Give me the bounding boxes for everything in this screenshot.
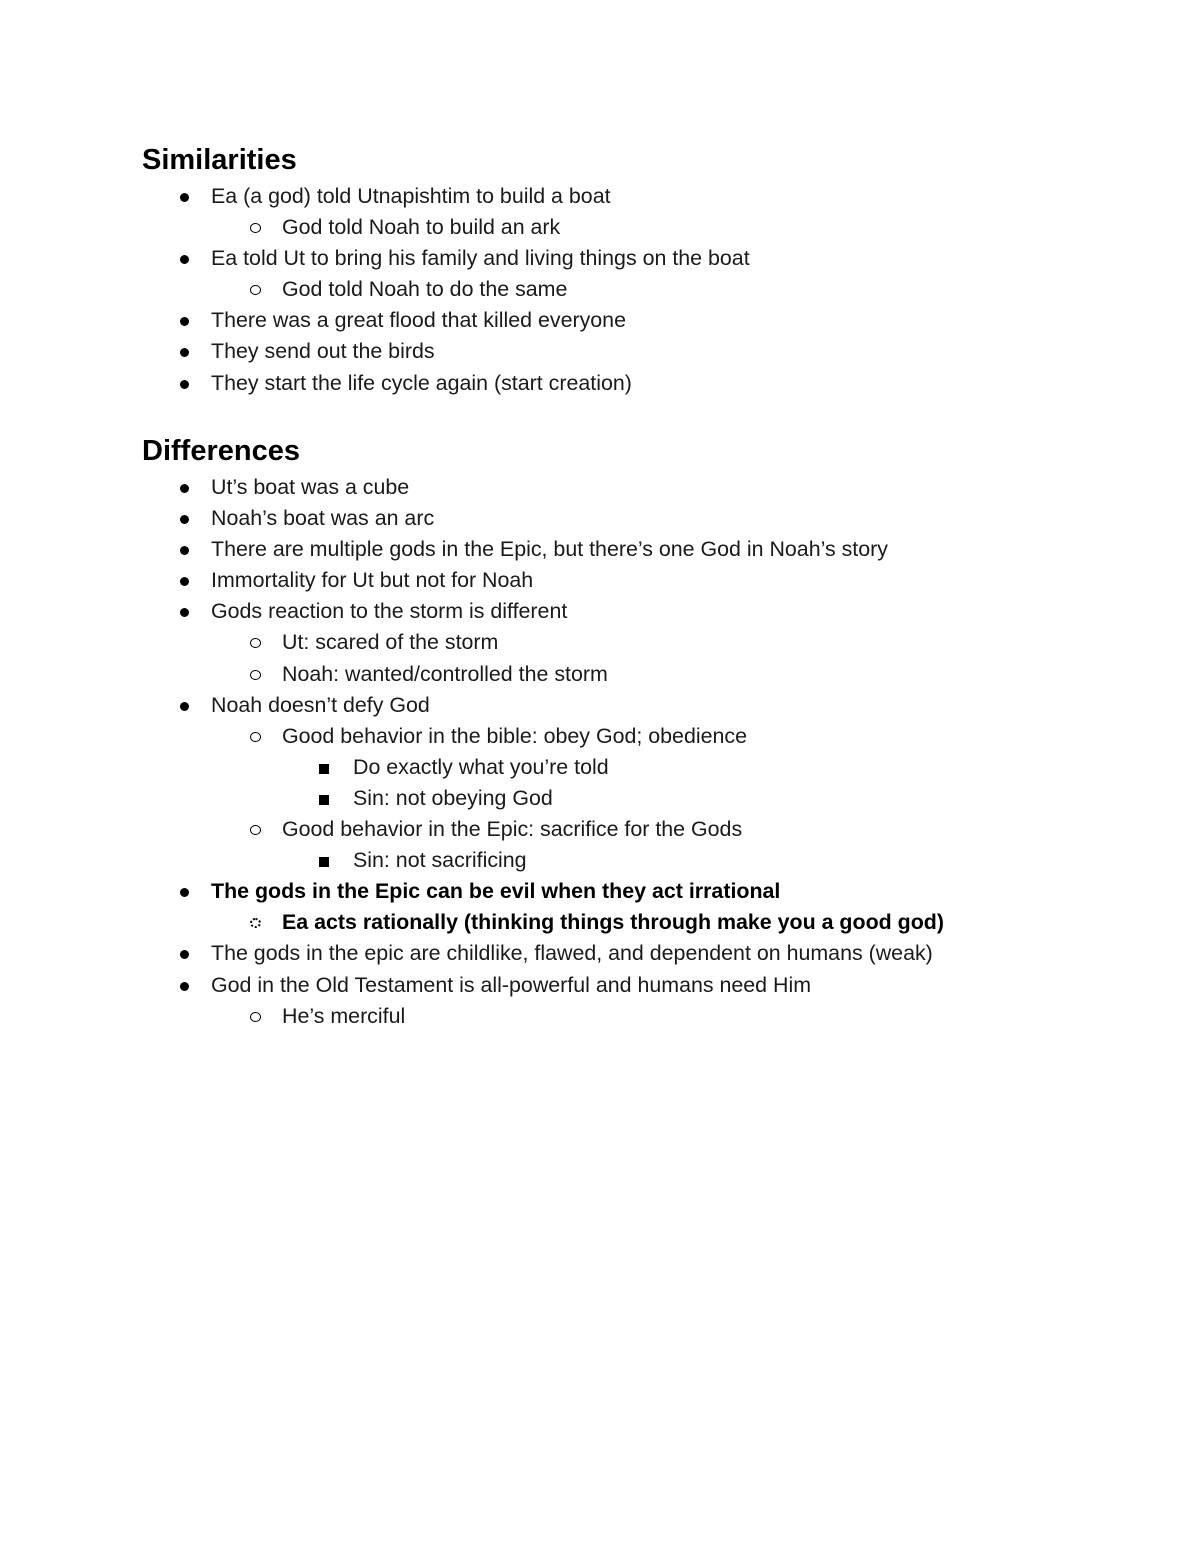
list-item [0,907,1200,938]
similarities-list [0,181,1200,399]
bullet-square-icon [319,795,329,805]
list-item-text: Gods reaction to the storm is different [211,599,568,624]
list-item-text: Noah’s boat was an arc [211,506,435,531]
list-item-text: Do exactly what you’re told [353,754,609,779]
bullet-disc-icon [180,515,189,524]
list-item [0,752,1200,783]
bullet-disc-icon [180,317,189,326]
bullet-disc-icon [180,546,189,555]
list-item [0,336,1200,367]
list-item-text: Ea told Ut to bring his family and living things on the boat [211,246,750,271]
list-item [0,690,1200,721]
list-item-text: Noah: wanted/controlled the storm [282,661,608,686]
list-item-text: He’s merciful [282,1003,406,1028]
list-item-text: Ut: scared of the storm [282,630,499,655]
bullet-circle-icon [250,223,261,233]
heading-differences: Differences [142,435,300,467]
list-item [0,721,1200,752]
bullet-circle-icon [250,732,261,742]
bullet-disc-icon [180,702,189,711]
list-item [0,1001,1200,1032]
list-item-text: Ea (a god) told Utnapishtim to build a boat [211,184,611,208]
list-item-text: There are multiple gods in the Epic, but there’s one God in Noah’s story [211,537,888,562]
list-item-text: God told Noah to do the same [282,277,568,302]
bullet-dotted-circle-icon [250,918,261,928]
list-item [0,243,1200,274]
list-item-text: God in the Old Testament is all-powerful and humans need Him [211,972,812,997]
list-item [0,970,1200,1001]
list-item-text: There was a great flood that killed everyone [211,308,626,333]
differences-list [0,472,1200,1032]
list-item-text: God told Noah to build an ark [282,215,561,240]
bullet-circle-icon [250,285,261,295]
bullet-disc-icon [180,484,189,493]
bullet-disc-icon [180,255,189,264]
list-item-text: Sin: not obeying God [353,785,553,810]
list-item [0,938,1200,969]
list-item-text: Good behavior in the bible: obey God; obedience [282,723,747,748]
list-item [0,212,1200,243]
bullet-circle-icon [250,1012,261,1022]
bullet-circle-icon [250,638,261,648]
list-item-text: The gods in the epic are childlike, flawed, and dependent on humans (weak) [211,941,933,966]
list-item [0,368,1200,399]
list-item [0,305,1200,336]
list-item [0,565,1200,596]
list-item [0,534,1200,565]
bullet-disc-icon [180,193,189,202]
list-item [0,783,1200,814]
list-item-text: Good behavior in the Epic: sacrifice for the Gods [282,817,743,842]
list-item [0,659,1200,690]
bullet-disc-icon [180,380,189,389]
list-item [0,472,1200,503]
list-item [0,876,1200,907]
list-item-text: They send out the birds [211,339,435,364]
bullet-disc-icon [180,348,189,357]
list-item-text: Sin: not sacrificing [353,848,527,873]
bullet-circle-icon [250,825,261,835]
list-item [0,814,1200,845]
bullet-square-icon [319,857,329,867]
list-item-text: Ea acts rationally (thinking things through make you a good god) [282,910,944,935]
bullet-disc-icon [180,982,189,991]
list-item-text: Noah doesn’t defy God [211,692,430,717]
list-item [0,845,1200,876]
bullet-disc-icon [180,950,189,959]
list-item [0,596,1200,627]
list-item-text: Immortality for Ut but not for Noah [211,568,534,593]
list-item [0,627,1200,658]
bullet-disc-icon [180,888,189,897]
list-item [0,181,1200,212]
bullet-circle-icon [250,670,261,680]
bullet-disc-icon [180,608,189,617]
list-item-text: The gods in the Epic can be evil when they act irrational [211,879,781,904]
list-item [0,503,1200,534]
bullet-square-icon [319,764,329,774]
bullet-disc-icon [180,577,189,586]
heading-similarities: Similarities [142,144,297,176]
list-item-text: They start the life cycle again (start creation) [211,370,632,395]
list-item [0,274,1200,305]
list-item-text: Ut’s boat was a cube [211,475,410,499]
